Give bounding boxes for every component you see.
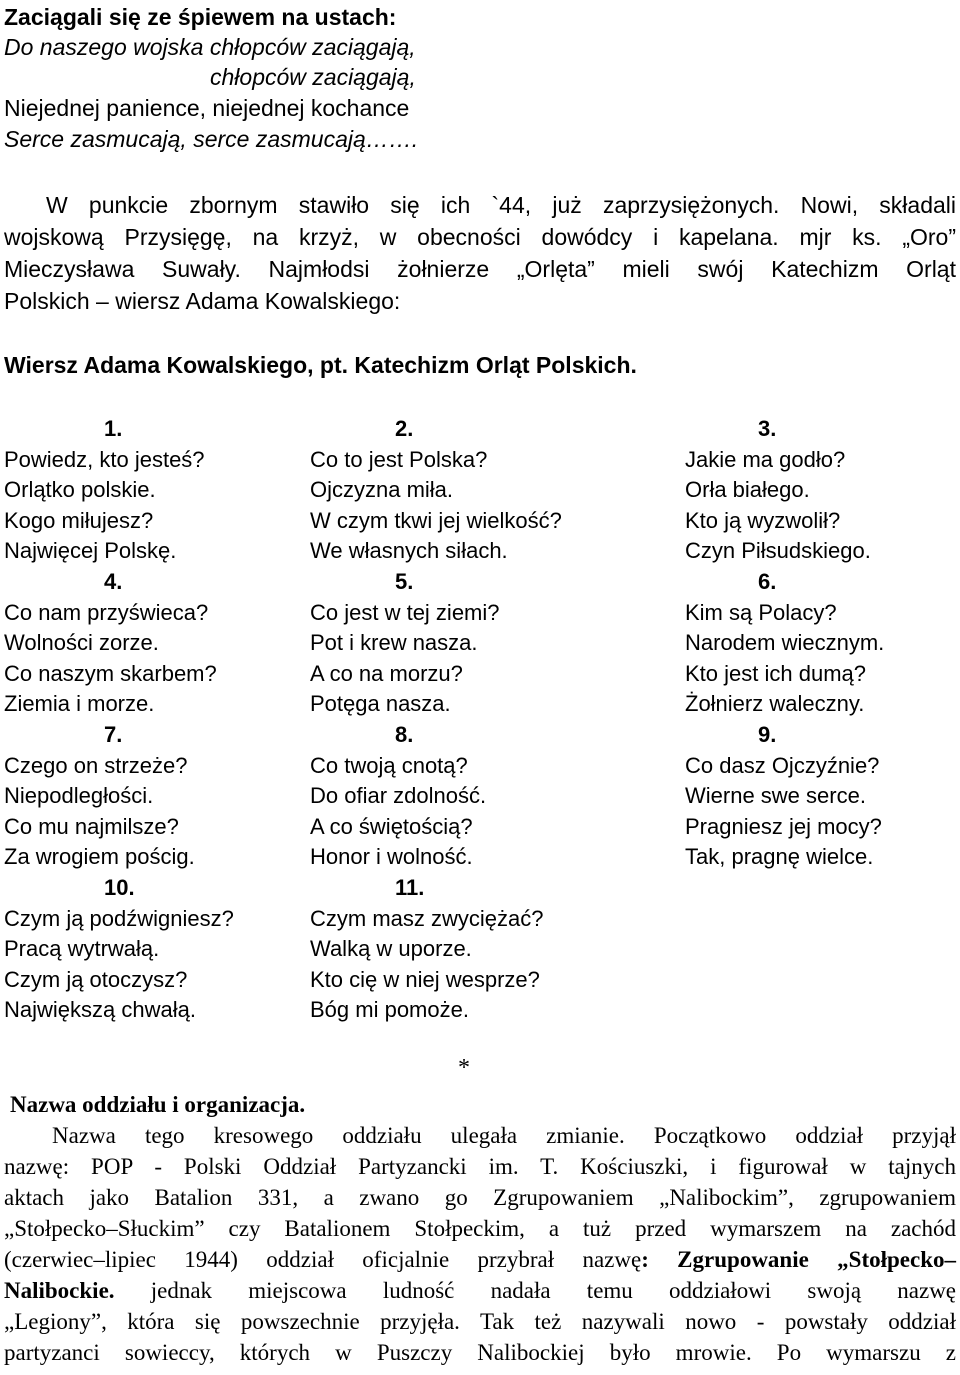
catechism-text: Co twoją cnotą? [310,753,468,778]
paragraph-line: wojskową Przysięgę, na krzyż, w obecności dowódcy i kapelana. mjr ks. „Oro” [4,224,956,250]
paragraph-text: (czerwiec–lipiec 1944) oddział oficjalnie przybrał nazwę [4,1247,642,1272]
section-separator: * [458,1055,470,1081]
catechism-text: Największą chwałą. [4,997,196,1022]
unit-name-bold: Nalibockie. [4,1278,115,1303]
paragraph-line: Mieczysława Suwały. Najmłodsi żołnierze „Orlęta” mieli swój Katechizm Orląt [4,256,956,282]
catechism-text: Walką w uporze. [310,936,472,961]
catechism-text: Ziemia i morze. [4,691,155,716]
catechism-text: Najwięcej Polskę. [4,538,177,563]
catechism-text: Kto ją wyzwolił? [685,508,841,533]
catechism-text: Co jest w tej ziemi? [310,600,500,625]
song-line: chłopców zaciągają, [210,64,416,90]
paragraph-line: „Legiony”, która się powszechnie przyjęła. Tak też nazywali nowo - powstały oddział [4,1309,956,1334]
catechism-text: We własnych siłach. [310,538,508,563]
catechism-text: Czym ją podźwigniesz? [4,906,234,931]
poem-heading: Wiersz Adama Kowalskiego, pt. Katechizm Orląt Polskich. [4,352,637,378]
catechism-text: Żołnierz waleczny. [685,691,865,716]
song-line: Do naszego wojska chłopców zaciągają, [4,34,416,60]
paragraph-line-mixed [4,1245,956,1275]
catechism-text: Wolności zorze. [4,630,159,655]
catechism-text: Powiedz, kto jesteś? [4,447,205,472]
catechism-text: Kto jest ich dumą? [685,661,866,686]
catechism-text: Kim są Polacy? [685,600,837,625]
catechism-text: Orlątko polskie. [4,477,156,502]
catechism-text: Czego on strzeże? [4,753,188,778]
catechism-text: Honor i wolność. [310,844,473,869]
catechism-text: Co nam przyświeca? [4,600,209,625]
paragraph-line: Polskich – wiersz Adama Kowalskiego: [4,288,401,314]
catechism-text: Czym ją otoczysz? [4,967,188,992]
paragraph-line: nazwę: POP - Polski Oddział Partyzancki im. T. Kościuszki, i figurował w tajnych [4,1154,956,1179]
catechism-text: Czym masz zwyciężać? [310,906,544,931]
unit-name-bold: : Zgrupowanie „Stołpecko– [641,1247,956,1272]
catechism-number: 9. [758,722,777,747]
catechism-number: 5. [395,569,414,594]
catechism-text: Jakie ma godło? [685,447,846,472]
song-line: Serce zasmucają, serce zasmucają……. [4,126,419,152]
song-line: Niejednej panience, niejednej kochance [4,95,410,121]
catechism-text: Kto cię w niej wesprze? [310,967,540,992]
catechism-text: A co na morzu? [310,661,463,686]
catechism-number: 1. [104,416,123,441]
paragraph-line: W punkcie zbornym stawiło się ich `44, już zaprzysiężonych. Nowi, składali [46,192,956,218]
catechism-number: 11. [395,875,425,900]
catechism-text: Co dasz Ojczyźnie? [685,753,880,778]
paragraph-line: „Stołpecko–Słuckim” czy Batalionem Stołpeckim, a tuż przed wymarszem na zachód [4,1216,956,1241]
catechism-number: 6. [758,569,777,594]
catechism-text: Kogo miłujesz? [4,508,154,533]
catechism-text: Do ofiar zdolność. [310,783,487,808]
catechism-text: Czyn Piłsudskiego. [685,538,871,563]
catechism-number: 7. [104,722,123,747]
catechism-text: Bóg mi pomoże. [310,997,469,1022]
paragraph-text: jednak miejscowa ludność nadała temu oddziałowi swoją nazwę [150,1278,957,1303]
catechism-text: Za wrogiem pościg. [4,844,195,869]
catechism-text: Co to jest Polska? [310,447,488,472]
catechism-text: Niepodległości. [4,783,154,808]
song-intro: Zaciągali się ze śpiewem na ustach: [4,4,397,30]
catechism-text: Co naszym skarbem? [4,661,217,686]
catechism-number: 3. [758,416,777,441]
catechism-text: Ojczyzna miła. [310,477,454,502]
catechism-text: Potęga nasza. [310,691,451,716]
catechism-number: 8. [395,722,414,747]
paragraph-line-mixed [4,1276,956,1306]
catechism-text: Orła białego. [685,477,810,502]
catechism-text: A co świętością? [310,814,473,839]
catechism-text: Pragniesz jej mocy? [685,814,882,839]
catechism-number: 10. [104,875,135,900]
paragraph-line: Nazwa tego kresowego oddziału ulegała zmianie. Początkowo oddział przyjął [52,1123,956,1148]
paragraph-line: partyzanci sowieccy, których w Puszczy Nalibockiej było mrowie. Po wymarszu z [4,1340,956,1365]
catechism-text: Wierne swe serce. [685,783,866,808]
catechism-text: Narodem wiecznym. [685,630,885,655]
catechism-text: Pot i krew nasza. [310,630,478,655]
catechism-text: Pracą wytrwałą. [4,936,160,961]
catechism-number: 4. [104,569,123,594]
paragraph-line: aktach jako Batalion 331, a zwano go Zgrupowaniem „Nalibockim”, zgrupowaniem [4,1185,956,1210]
catechism-number: 2. [395,416,414,441]
section-heading: Nazwa oddziału i organizacja. [10,1092,306,1117]
catechism-text: Tak, pragnę wielce. [685,844,874,869]
catechism-text: Co mu najmilsze? [4,814,179,839]
catechism-text: W czym tkwi jej wielkość? [310,508,562,533]
